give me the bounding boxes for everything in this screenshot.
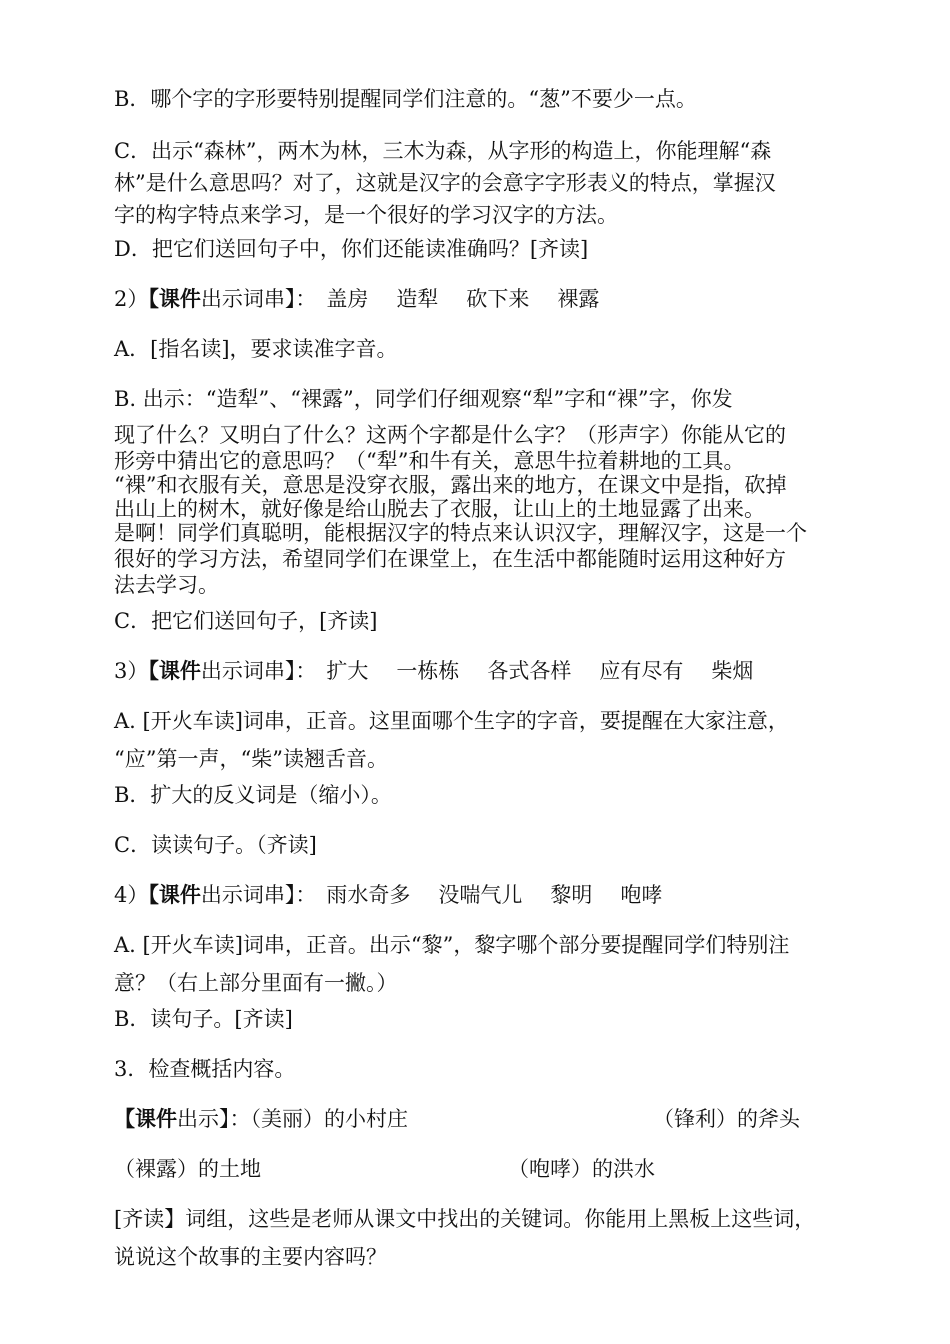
word-item: 一栋栋 [396, 659, 460, 683]
word-item: 应有尽有 [599, 659, 684, 683]
text-line: 法去学习。 [114, 573, 219, 597]
phrase-row [114, 1158, 884, 1180]
text-line: B. 出示：“造犁”、“裸露”，同学们仔细观察“犁”字和“裸”字，你发 [114, 387, 733, 411]
text-line: B．读句子。[齐读] [114, 1007, 293, 1031]
text-line: 说说这个故事的主要内容吗？ [114, 1245, 387, 1269]
list-number: 3） [114, 659, 149, 683]
text-line: C．把它们送回句子，[齐读] [114, 609, 378, 633]
text-line: “应”第一声，“柴”读翘舌音。 [114, 747, 388, 771]
text-line: 字的构字特点来学习，是一个很好的学习汉字的方法。 [114, 203, 618, 227]
word-list-heading [114, 884, 884, 906]
text-line: 是啊！同学们真聪明，能根据汉字的特点来认识汉字，理解汉字，这是一个 [114, 521, 807, 545]
heading-rest: 出示词串】： [200, 287, 317, 311]
text-line: A. [开火车读]词串，正音。出示“黎”，黎字哪个部分要提醒同学们特别注 [114, 933, 790, 957]
bold-label: 课件 [158, 286, 201, 311]
phrase-item: （锋利）的斧头 [653, 1107, 800, 1131]
heading-rest: 出示词串】： [200, 883, 317, 907]
bold-label: 课件 [158, 882, 201, 907]
heading-rest: 出示词串】： [200, 659, 317, 683]
bold-label: 课件 [158, 658, 201, 683]
word-item: 盖房 [326, 287, 369, 311]
word-item: 裸露 [557, 287, 600, 311]
heading-rest: 出示】： [177, 1107, 251, 1131]
list-number: 2） [114, 287, 149, 311]
text-line: 林”是什么意思吗？对了，这就是汉字的会意字字形表义的特点，掌握汉 [114, 171, 776, 195]
bracket-open: 【 [114, 1106, 135, 1131]
list-number: 4） [114, 883, 149, 907]
word-item: 黎明 [550, 883, 593, 907]
text-line: [齐读】词组，这些是老师从课文中找出的关键词。你能用上黑板上这些词， [114, 1207, 816, 1231]
word-item: 柴烟 [711, 659, 754, 683]
word-list-heading [114, 660, 884, 682]
bracket-open: 【 [148, 882, 159, 907]
text-line: “裸”和衣服有关，意思是没穿衣服，露出来的地方，在课文中是指，砍掉 [114, 473, 787, 497]
text-line: B．扩大的反义词是（缩小）。 [114, 783, 392, 807]
word-list-heading [114, 288, 884, 310]
text-line: 形旁中猜出它的意思吗？（“犁”和牛有关，意思牛拉着耕地的工具。 [114, 449, 745, 473]
word-item: 各式各样 [487, 659, 572, 683]
text-line: 出山上的树木，就好像是给山脱去了衣服，让山上的土地显露了出来。 [114, 497, 765, 521]
bold-label: 课件 [135, 1106, 177, 1131]
word-item: 砍下来 [466, 287, 530, 311]
text-line: D．把它们送回句子中，你们还能读准确吗？[齐读] [114, 237, 589, 261]
text-line: C．出示“森林”，两木为林，三木为森，从字形的构造上，你能理解“森 [114, 139, 772, 163]
word-item: 造犁 [396, 287, 439, 311]
phrase-item: （裸露）的土地 [114, 1157, 261, 1181]
text-line: 意？（右上部分里面有一撇。） [114, 971, 398, 995]
text-line: B．哪个字的字形要特别提醒同学们注意的。“葱”不要少一点。 [114, 87, 697, 111]
word-item: 扩大 [326, 659, 369, 683]
text-line: A．[指名读]，要求读准字音。 [114, 337, 398, 361]
word-item: 没喘气儿 [438, 883, 523, 907]
section-heading: 3．检查概括内容。 [114, 1057, 296, 1081]
phrase-item: （咆哮）的洪水 [508, 1157, 655, 1181]
bracket-open: 【 [148, 658, 159, 683]
text-line: 现了什么？又明白了什么？这两个字都是什么字？（形声字）你能从它的 [114, 423, 786, 447]
word-item: 雨水奇多 [326, 883, 411, 907]
phrase-row [114, 1108, 884, 1130]
word-item: 咆哮 [620, 883, 663, 907]
text-line: A. [开火车读]词串，正音。这里面哪个生字的字音，要提醒在大家注意， [114, 709, 789, 733]
bracket-open: 【 [148, 286, 159, 311]
phrase-item: （美丽）的小村庄 [250, 1107, 408, 1131]
text-line: C．读读句子。（齐读] [114, 833, 317, 857]
text-line: 很好的学习方法，希望同学们在课堂上，在生活中都能随时运用这种好方 [114, 547, 786, 571]
